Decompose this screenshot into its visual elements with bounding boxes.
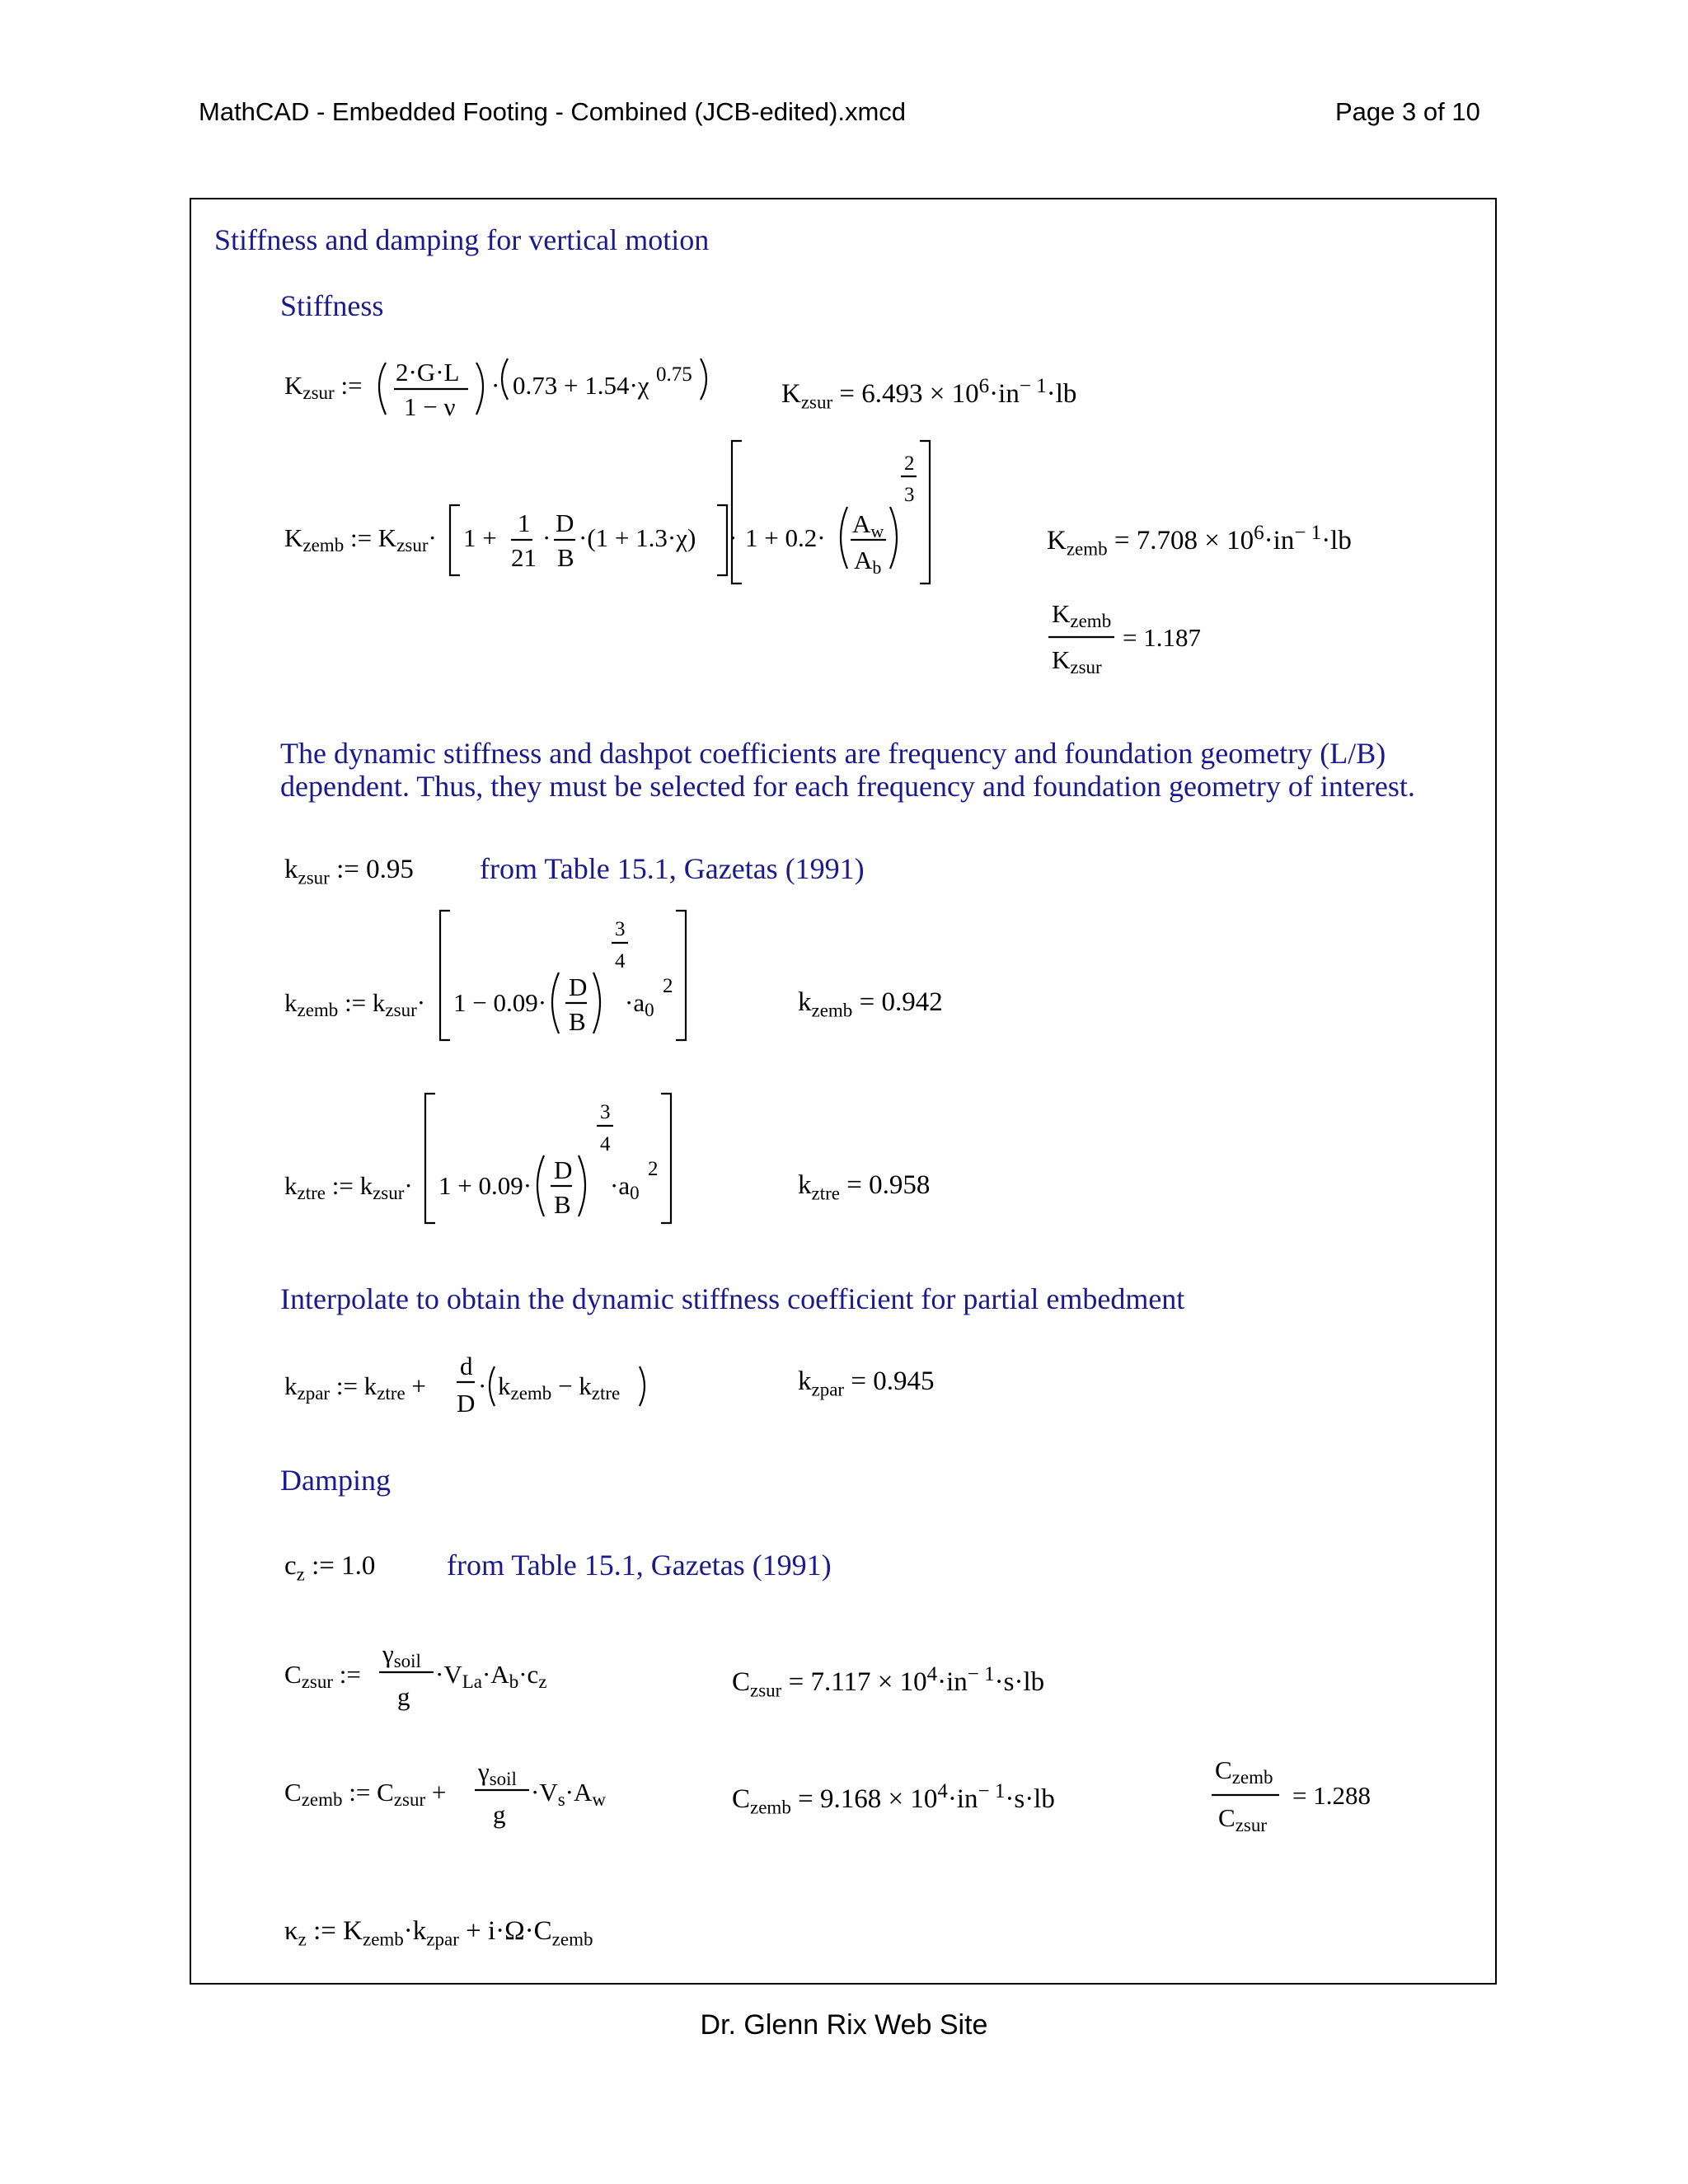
svg-text:D: D: [556, 509, 574, 537]
czsur-definition-equation: [280, 1636, 577, 1718]
svg-text:3: 3: [904, 484, 915, 506]
document-title: MathCAD - Embedded Footing - Combined (JCB-edited).xmcd: [199, 97, 907, 126]
czemb-czsur-ratio: [1210, 1754, 1424, 1836]
kztre-coefficient-equation: [280, 1090, 692, 1230]
kzsur-definition-equation: [280, 350, 725, 449]
ratio-k-value: 1.187: [1143, 623, 1201, 652]
svg-text:Czsur :=: Czsur :=: [284, 1660, 361, 1692]
svg-text:·a0: ·a0: [625, 988, 654, 1020]
svg-text:1 − 0.09·: 1 − 0.09·: [453, 988, 547, 1017]
kzsur-coefficient: 0.95: [366, 855, 414, 884]
svg-text:γsoil: γsoil: [382, 1639, 421, 1671]
svg-text:2·G·L: 2·G·L: [396, 358, 460, 387]
kzpar-coefficient-value: 0.945: [873, 1366, 935, 1396]
svg-text:Ab: Ab: [854, 546, 882, 578]
svg-text:Kzsur :=: Kzsur :=: [284, 371, 363, 403]
svg-text:kzemb := kzsur·: kzemb := kzsur·: [284, 988, 426, 1020]
svg-text:·: ·: [542, 523, 551, 552]
svg-text:4: 4: [615, 950, 626, 972]
svg-text:1 + 0.2·: 1 + 0.2·: [745, 523, 826, 552]
kzsur-value: 6.493: [861, 379, 923, 409]
czemb-definition-equation: [280, 1754, 626, 1836]
kzemb-coefficient-value: 0.942: [881, 987, 943, 1017]
svg-text:Aw: Aw: [852, 509, 884, 541]
svg-text:Czsur: Czsur: [1218, 1803, 1268, 1835]
svg-text:4: 4: [600, 1133, 611, 1155]
kzemb-result: $K_{zemb} = 7.708 \times 10^6\cdot in^{- 1}\cdot lb$: [1047, 522, 1352, 560]
kappa-z-definition: $\kappa_z$ := $K_{zemb}\cdot k_{zpar} + i\cdot\Omega\cdot C_{zemb}$: [284, 1916, 593, 1950]
svg-text:·(1 + 1.3·χ): ·(1 + 1.3·χ): [579, 523, 696, 552]
svg-text:kzemb − kztre: kzemb − kztre: [498, 1371, 621, 1404]
svg-text:γsoil: γsoil: [478, 1757, 517, 1789]
svg-text:21: 21: [511, 543, 537, 572]
interpolate-note: Interpolate to obtain the dynamic stiffness coefficient for partial embedment: [280, 1282, 1185, 1315]
kzsur-source-note: from Table 15.1, Gazetas (1991): [480, 852, 865, 885]
svg-text:2: 2: [663, 975, 673, 997]
svg-text:0.73 + 1.54·χ: 0.73 + 1.54·χ: [513, 371, 649, 400]
svg-text:·: ·: [491, 371, 500, 400]
kzpar-coefficient-result: $k_{zpar} = 0.945$: [798, 1366, 935, 1400]
stiffness-heading: Stiffness: [280, 289, 384, 322]
cz-source-note: from Table 15.1, Gazetas (1991): [447, 1549, 832, 1582]
svg-text:d: d: [460, 1352, 473, 1380]
svg-text:kzpar := kztre +: kzpar := kztre +: [284, 1371, 426, 1404]
kzsur-result: $K_{zsur} = 6.493 \times 10^6\cdot in^{- 1}\cdot lb$: [781, 375, 1077, 413]
svg-text:Czemb := Czsur +: Czemb := Czsur +: [284, 1778, 447, 1810]
kzemb-definition-equation: [280, 437, 956, 593]
section-title: Stiffness and damping for vertical motion: [214, 223, 710, 256]
svg-text:·: ·: [729, 523, 738, 552]
svg-text:1 +: 1 +: [463, 523, 497, 552]
svg-text:Kzemb: Kzemb: [1052, 599, 1112, 631]
svg-text:Kzsur: Kzsur: [1052, 645, 1102, 677]
svg-text:3: 3: [600, 1101, 611, 1123]
svg-text:D: D: [554, 1155, 573, 1184]
kzemb-kzsur-ratio: [1047, 598, 1253, 680]
page-number: Page 3 of 10: [1335, 97, 1480, 126]
svg-text:Czemb: Czemb: [1215, 1755, 1273, 1788]
cz-value: 1.0: [341, 1551, 376, 1581]
czsur-value: 7.117: [810, 1667, 871, 1697]
svg-text:Kzemb := Kzsur·: Kzemb := Kzsur·: [284, 523, 437, 555]
svg-text:·VLa·Ab·cz: ·VLa·Ab·cz: [435, 1660, 547, 1692]
svg-text:= 1.187: = 1.187: [1123, 623, 1201, 652]
kzemb-value: 7.708: [1136, 526, 1198, 555]
ratio-c-value: 1.288: [1313, 1781, 1371, 1810]
czemb-value: 9.168: [819, 1784, 882, 1814]
svg-text:1: 1: [518, 509, 531, 537]
svg-text:g: g: [397, 1682, 410, 1711]
kzemb-coefficient-equation: [280, 907, 709, 1047]
svg-text:g: g: [493, 1800, 506, 1829]
czemb-result: $C_{zemb} = 9.168 \times 10^4\cdot in^{- 1}\cdot s\cdot lb$: [732, 1780, 1055, 1818]
cz-assignment: $c_z$ := 1.0: [284, 1551, 376, 1585]
svg-text:·a0: ·a0: [610, 1171, 640, 1203]
svg-text:B: B: [557, 543, 574, 572]
svg-text:B: B: [569, 1007, 586, 1036]
svg-text:2: 2: [648, 1158, 659, 1180]
svg-text:1 − ν: 1 − ν: [404, 392, 456, 421]
svg-text:·Vs·Aw: ·Vs·Aw: [531, 1778, 607, 1810]
svg-text:kztre := kzsur·: kztre := kzsur·: [284, 1171, 413, 1203]
svg-text:D: D: [457, 1389, 476, 1418]
damping-heading: Damping: [280, 1464, 391, 1497]
svg-text:2: 2: [904, 452, 915, 475]
svg-text:0.75: 0.75: [656, 363, 692, 386]
kztre-coefficient-result: $k_{ztre} = 0.958$: [798, 1170, 931, 1204]
svg-text:1 + 0.09·: 1 + 0.09·: [438, 1171, 532, 1200]
kzemb-coefficient-result: $k_{zemb} = 0.942$: [798, 987, 943, 1021]
kzsur-assignment: $k_{zsur}$ := 0.95: [284, 855, 414, 888]
svg-text:B: B: [554, 1190, 571, 1219]
kztre-coefficient-value: 0.958: [869, 1170, 931, 1200]
footer-text: Dr. Glenn Rix Web Site: [700, 2009, 988, 2041]
svg-text:D: D: [569, 972, 588, 1001]
svg-text:3: 3: [615, 918, 626, 940]
dynamic-note-line1: The dynamic stiffness and dashpot coefficients are frequency and foundation geometry (L/B): [280, 737, 1386, 770]
svg-text:·: ·: [478, 1371, 487, 1400]
czsur-result: $C_{zsur} = 7.117 \times 10^4\cdot in^{- 1}\cdot s\cdot lb$: [732, 1663, 1045, 1701]
svg-text:= 1.288: = 1.288: [1292, 1781, 1371, 1810]
dynamic-note-line2: dependent. Thus, they must be selected for each frequency and foundation geometry of interest.: [280, 770, 1415, 803]
kzpar-coefficient-equation: [280, 1343, 709, 1426]
